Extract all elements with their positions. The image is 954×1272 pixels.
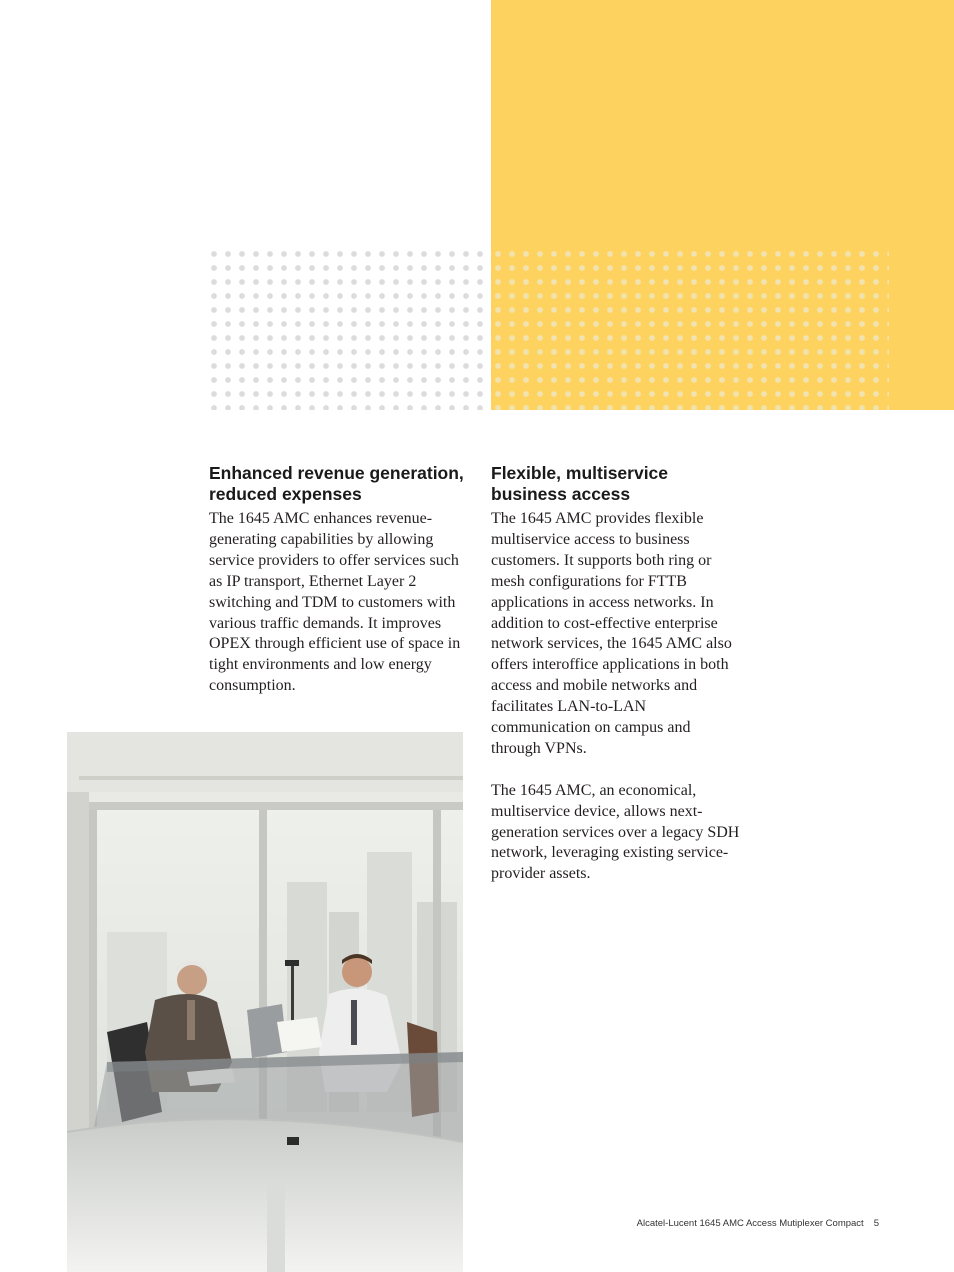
dot-pattern-grey bbox=[207, 247, 491, 410]
left-column bbox=[209, 463, 469, 697]
right-section-heading: Flexible, multiservice business access bbox=[491, 463, 669, 504]
right-column bbox=[491, 463, 741, 885]
left-section-body: The 1645 AMC enhances revenue-generating capabilities by allowing service providers to offer services such as IP transport, Ethernet Layer 2 switching and TDM to customers with various traffic demands. It improves OPEX through efficient use of space in tight environments and low energy consumption. bbox=[209, 510, 461, 695]
footer-title: Alcatel-Lucent 1645 AMC Access Mutiplexer Compact bbox=[636, 1218, 864, 1229]
left-section-heading: Enhanced revenue generation, reduced expenses bbox=[209, 463, 464, 504]
right-section-paragraph-2: The 1645 AMC, an economical, multiservice device, allows next-generation services over a legacy SDH network, leveraging existing service-provider assets. bbox=[491, 781, 740, 883]
dot-pattern-yellow bbox=[491, 247, 889, 410]
right-section-paragraph-1: The 1645 AMC provides flexible multiservice access to business customers. It supports both ring or mesh configurations for FTTB applications in access networks. In addition to cost-effective enterprise network services, the 1645 AMC also offers interoffice applications in both access and mobile networks and facilitates LAN-to-LAN communication on campus and through VPNs. bbox=[491, 510, 732, 757]
page-number: 5 bbox=[873, 1218, 879, 1229]
business-meeting-photo bbox=[67, 732, 463, 1272]
page-footer bbox=[600, 1218, 879, 1229]
